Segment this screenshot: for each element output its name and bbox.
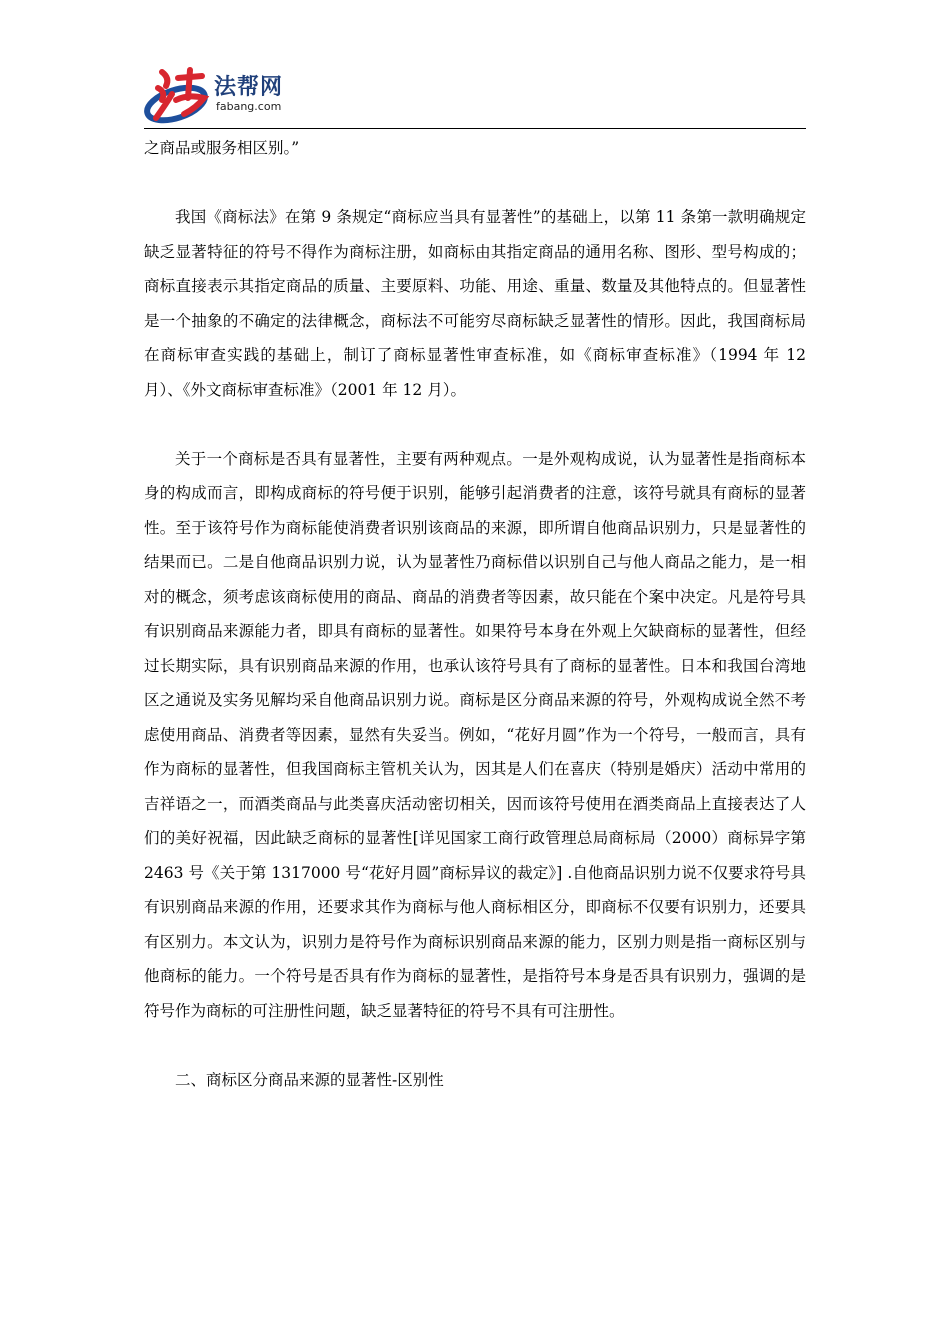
fabang-logo-icon <box>144 64 214 126</box>
header-divider <box>144 128 806 129</box>
logo-domain: fabang.com <box>216 100 282 113</box>
document-body <box>144 131 806 1132</box>
logo-text <box>214 76 283 114</box>
paragraph-trademark-law: 我国《商标法》在第 9 条规定“商标应当具有显著性”的基础上，以第 11 条第一款明确规定缺乏显著特征的符号不得作为商标注册，如商标由其指定商品的通用名称、图形、型号构成的；商标直接表示其指定商品的质量、主要原料、功能、用途、重量、数量及其他特点的。但显著性是一个抽象的不确定的法律概念，商标法不可能穷尽商标缺乏显著性的情形。因此，我国商标局在商标审查实践的基础上，制订了商标显著性审查标准，如《商标审查标准》（1994 年 12 月）、《外文商标审查标准》（2001 年 12 月）。 <box>144 208 806 399</box>
paragraph-continuation: 之商品或服务相区别。” <box>144 139 300 157</box>
section-heading: 二、商标区分商品来源的显著性-区别性 <box>175 1070 444 1089</box>
logo-chinese-name: 法帮网 <box>214 75 284 100</box>
page-header <box>144 62 806 130</box>
paragraph-distinctiveness-views: 关于一个商标是否具有显著性，主要有两种观点。一是外观构成说，认为显著性是指商标本身的构成而言，即构成商标的符号便于识别，能够引起消费者的注意，该符号就具有商标的显著性。至于该符号作为商标能使消费者识别该商品的来源，即所谓自他商品识别力，只是显著性的结果而已。二是自他商品识别力说，认为显著性乃商标借以识别自己与他人商品之能力，是一相对的概念，须考虑该商标使用的商品、商品的消费者等因素，故只能在个案中决定。凡是符号具有识别商品来源能力者，即具有商标的显著性。如果符号本身在外观上欠缺商标的显著性，但经过长期实际，具有识别商品来源的作用，也承认该符号具有了商标的显著性。日本和我国台湾地区之通说及实务见解均采自他商品识别力说。商标是区分商品来源的符号，外观构成说全然不考虑使用商品、消费者等因素，显然有失妥当。例如，“花好月圆”作为一个符号，一般而言，具有作为商标的显著性，但我国商标主管机关认为，因其是人们在喜庆（特别是婚庆）活动中常用的吉祥语之一，而酒类商品与此类喜庆活动密切相关，因而该符号使用在酒类商品上直接表达了人们的美好祝福，因此缺乏商标的显著性[详见国家工商行政管理总局商标局（2000）商标异字第 2463 号《关于第 1317000 号“花好月圆”商标异议的裁定》] .自他商品识别力说不仅要求符号具有识别商品来源的作用，还要求其作为商标与他人商标相区分，即商标不仅要有识别力，还要具有区别力。本文认为，识别力是符号作为商标识别商品来源的能力，区别力则是指一商标区别与他商标的能力。一个符号是否具有作为商标的显著性，是指符号本身是否具有识别力，强调的是符号作为商标的可注册性问题，缺乏显著特征的符号不具有可注册性。 <box>144 449 806 1020</box>
